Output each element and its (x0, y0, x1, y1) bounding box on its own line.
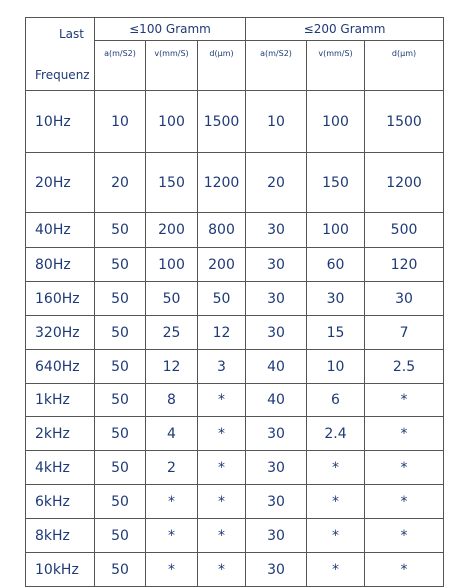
value-cell: 1200 (198, 153, 246, 213)
frequency-cell: 6kHz (26, 485, 95, 519)
value-cell: 50 (95, 350, 146, 384)
value-cell: * (198, 417, 246, 451)
table-row (26, 91, 444, 153)
value-cell: 50 (95, 384, 146, 417)
table-row (26, 384, 444, 417)
frequency-cell: 1kHz (26, 384, 95, 417)
frequency-cell: 80Hz (26, 248, 95, 282)
unit-header-velocity-100g: v(mm/S) (146, 41, 198, 91)
value-cell: * (198, 384, 246, 417)
unit-header-displacement-200g: d(μm) (365, 41, 444, 91)
value-cell: 100 (146, 248, 198, 282)
value-cell: 50 (95, 485, 146, 519)
value-cell: * (198, 485, 246, 519)
value-cell: * (307, 519, 365, 553)
value-cell: * (365, 519, 444, 553)
frequency-cell: 320Hz (26, 316, 95, 350)
value-cell: * (146, 553, 198, 587)
frequency-cell: 10Hz (26, 91, 95, 153)
value-cell: 50 (95, 248, 146, 282)
value-cell: * (307, 485, 365, 519)
value-cell: 30 (246, 213, 307, 248)
table-row (26, 213, 444, 248)
table-row (26, 417, 444, 451)
table-row (26, 451, 444, 485)
value-cell: 30 (246, 553, 307, 587)
value-cell: 50 (95, 553, 146, 587)
value-cell: 30 (365, 282, 444, 316)
value-cell: * (307, 451, 365, 485)
value-cell: 30 (246, 316, 307, 350)
value-cell: * (146, 485, 198, 519)
value-cell: 3 (198, 350, 246, 384)
value-cell: 12 (146, 350, 198, 384)
value-cell: 1500 (365, 91, 444, 153)
value-cell: 50 (95, 213, 146, 248)
value-cell: 10 (246, 91, 307, 153)
value-cell: 50 (95, 451, 146, 485)
frequenz-label: Frequenz (35, 68, 90, 82)
value-cell: 150 (146, 153, 198, 213)
value-cell: 200 (198, 248, 246, 282)
value-cell: 4 (146, 417, 198, 451)
frequency-cell: 4kHz (26, 451, 95, 485)
value-cell: 2 (146, 451, 198, 485)
value-cell: 12 (198, 316, 246, 350)
value-cell: 150 (307, 153, 365, 213)
corner-header-cell (26, 18, 95, 91)
value-cell: 100 (307, 91, 365, 153)
value-cell: 200 (146, 213, 198, 248)
table-row (26, 316, 444, 350)
value-cell: 800 (198, 213, 246, 248)
value-cell: 50 (95, 282, 146, 316)
value-cell: * (365, 553, 444, 587)
frequency-cell: 40Hz (26, 213, 95, 248)
value-cell: 50 (95, 519, 146, 553)
value-cell: * (365, 451, 444, 485)
value-cell: 20 (95, 153, 146, 213)
group-header-200g: ≤200 Gramm (246, 18, 444, 41)
group-header-100g: ≤100 Gramm (95, 18, 246, 41)
frequency-cell: 20Hz (26, 153, 95, 213)
value-cell: 30 (246, 519, 307, 553)
value-cell: * (365, 384, 444, 417)
table-body (26, 91, 444, 587)
table-row (26, 153, 444, 213)
value-cell: 50 (95, 316, 146, 350)
frequency-cell: 10kHz (26, 553, 95, 587)
value-cell: 50 (198, 282, 246, 316)
table-row (26, 485, 444, 519)
value-cell: 2.4 (307, 417, 365, 451)
value-cell: 1500 (198, 91, 246, 153)
value-cell: 6 (307, 384, 365, 417)
frequency-cell: 8kHz (26, 519, 95, 553)
value-cell: 10 (95, 91, 146, 153)
table-row (26, 350, 444, 384)
value-cell: 30 (246, 248, 307, 282)
unit-header-accel-100g: a(m/S2) (95, 41, 146, 91)
value-cell: 25 (146, 316, 198, 350)
frequency-load-table (25, 17, 444, 587)
value-cell: 40 (246, 350, 307, 384)
value-cell: 60 (307, 248, 365, 282)
value-cell: 30 (246, 417, 307, 451)
value-cell: 15 (307, 316, 365, 350)
value-cell: 50 (146, 282, 198, 316)
value-cell: 30 (246, 451, 307, 485)
value-cell: * (365, 417, 444, 451)
value-cell: 1200 (365, 153, 444, 213)
last-label: Last (59, 27, 84, 41)
frequency-cell: 640Hz (26, 350, 95, 384)
table-row (26, 553, 444, 587)
value-cell: 7 (365, 316, 444, 350)
value-cell: * (307, 553, 365, 587)
value-cell: 30 (246, 485, 307, 519)
value-cell: * (198, 553, 246, 587)
frequency-cell: 2kHz (26, 417, 95, 451)
unit-header-accel-200g: a(m/S2) (246, 41, 307, 91)
table-row (26, 282, 444, 316)
value-cell: 30 (246, 282, 307, 316)
value-cell: * (198, 451, 246, 485)
value-cell: 100 (307, 213, 365, 248)
unit-header-displacement-100g: d(μm) (198, 41, 246, 91)
value-cell: 2.5 (365, 350, 444, 384)
table-row (26, 248, 444, 282)
value-cell: 20 (246, 153, 307, 213)
frequency-cell: 160Hz (26, 282, 95, 316)
value-cell: 100 (146, 91, 198, 153)
value-cell: 120 (365, 248, 444, 282)
table-header (26, 18, 444, 91)
value-cell: 10 (307, 350, 365, 384)
value-cell: * (146, 519, 198, 553)
value-cell: * (365, 485, 444, 519)
value-cell: * (198, 519, 246, 553)
value-cell: 50 (95, 417, 146, 451)
value-cell: 8 (146, 384, 198, 417)
table-row (26, 519, 444, 553)
value-cell: 500 (365, 213, 444, 248)
unit-header-velocity-200g: v(mm/S) (307, 41, 365, 91)
value-cell: 30 (307, 282, 365, 316)
value-cell: 40 (246, 384, 307, 417)
